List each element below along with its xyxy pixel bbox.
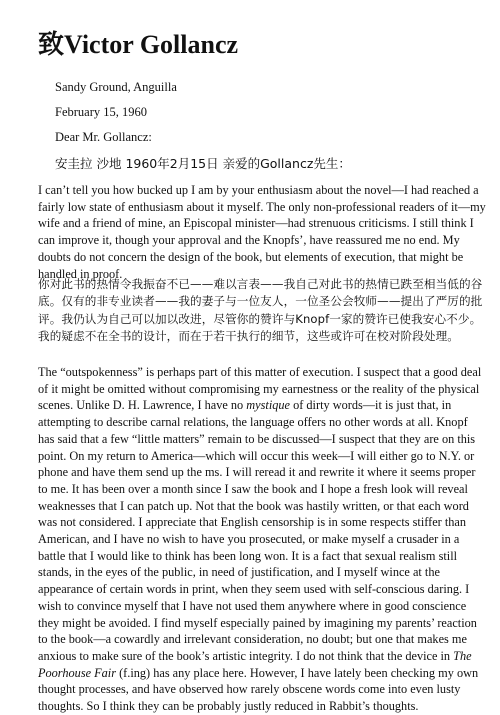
letter-title [38, 28, 238, 62]
italic-book-title: The Poorhouse Fair [38, 648, 472, 680]
paragraph-2-english [38, 364, 486, 715]
paragraph-1-english: I can’t tell you how bucked up I am by your enthusiasm about the novel—I had reached a fairly low state of enthusiasm about it myself. The only non-professional readers of it—my wife and a friend of mine, an Episcopal minister—had strenuous criticisms. I still think I can improve it, though your approval and the Knopfs’, have reassured me no end. My doubts do not concern the design of the book, but elements of execution, that might be handled in proof. [38, 183, 486, 281]
paragraph-1-chinese: 你对此书的热情令我振奋不已——难以言表——我自己对此书的热情已跌至相当低的谷底。仅有的非专业读者——我的妻子与一位友人，一位圣公会牧师——提出了严厉的批评。我仍认为自己可以加以改进，尽管你的赞许与Knopf一家的赞许已使我安心不少。我的疑虑不在全书的设计，而在于若干执行的细节，这些或许可在校对阶段处理。 [38, 277, 483, 344]
italic-mystique: mystique [246, 398, 291, 413]
paragraph-2-part-b: of dirty words—it is just that, in attempting to describe carnal relations, the language offers no other words at all. Knopf has said that a few “little matters” remain to be discussed—I suspect that they are on this point. On my return to America—which will occur this week—I will either go to N.Y. or phone and have them send up the ms. I will reread it and rewrite it where it seems proper to me. It has been over a month since I saw the book and I hope a fresh look will reveal weaknesses that I can patch up. Not that the book was hastily written, or that each word was not considered. I appreciate that English censorship is in some respects stiffer than American, and I have no wish to have you prosecuted, or make myself a crusader in a battle that I would like to think has been long won. It is a fact that sexual realism still stands, in the eyes of the public, in need of justification, and I myself wince at the appearance of certain words in print, when they seem used with self-conscious daring. I wish to convince myself that I have not used them anywhere where in good conscience they might be avoided. I find myself especially pained by imagining my parents’ reaction to the book—a cowardly and irrelevant consideration, no doubt; but one that makes me anxious to make sure of the book’s artistic integrity. I do not think that the device in [38, 398, 477, 663]
title-cjk-prefix: 致 [38, 30, 65, 60]
paragraph-2-part-c: (f.ing) has any place here. However, I have lately been checking my own thought processes, and have observed how rarely obscene words come into even lusty thoughts. So I think they can be probably justly reduced in Rabbit’s thoughts. [38, 665, 479, 714]
letter-place: Sandy Ground, Anguilla [55, 80, 177, 94]
title-recipient: Victor Gollancz [64, 30, 239, 59]
chinese-header: 安圭拉 沙地 1960年2月15日 亲爱的Gollancz先生： [55, 156, 351, 171]
letter-salutation: Dear Mr. Gollancz: [55, 130, 152, 144]
paragraph-2-part-a: The “outspokenness” is perhaps part of this matter of execution. I suspect that a good deal of it might be omitted without compromising my earnestness or the reality of the physical scenes. Unlike D. H. Lawrence, I have no [38, 365, 482, 413]
letter-date: February 15, 1960 [55, 105, 147, 119]
